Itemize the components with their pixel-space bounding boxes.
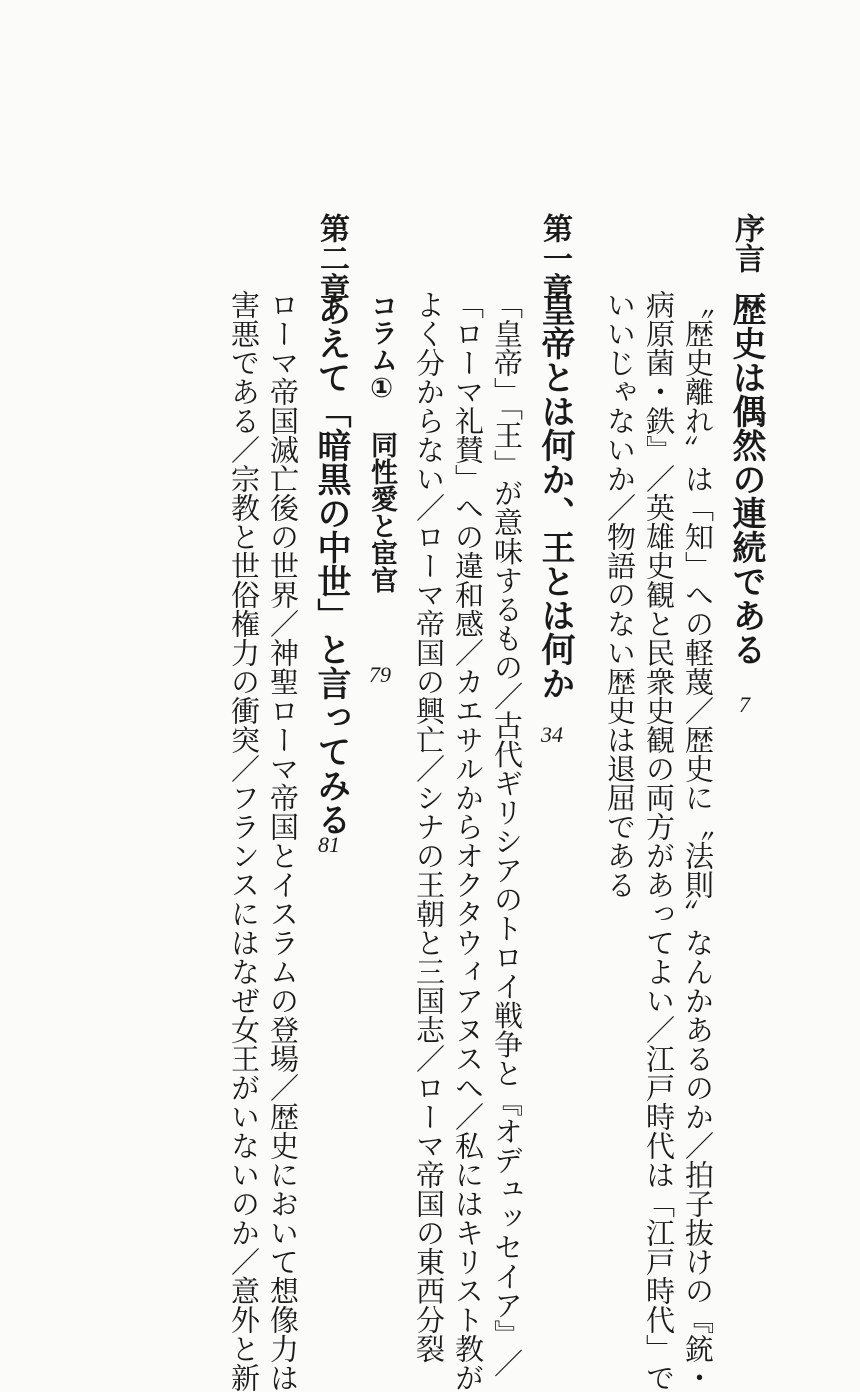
chapter2-page-number: 81 <box>318 832 340 857</box>
chapter1-label: 第一章 <box>537 213 572 303</box>
chapter1-summary-line-1: 「皇帝」「王」が意味するもの／古代ギリシアのトロイ戦争と『オデュッセイア』／ <box>490 290 524 1378</box>
chapter1-summary-line-2: 「ローマ礼賛」への違和感／カエサルからオクタウィアヌスへ／私にはキリスト教が <box>451 290 485 1392</box>
column1-title: コラム① 同性愛と宦官 <box>366 292 397 593</box>
chapter1-title: 皇帝とは何か、王とは何か <box>535 292 575 700</box>
chapter2-summary-line-2: 害悪である／宗教と世俗権力の衝突／フランスにはなぜ女王がいないのか／意外と新 <box>227 290 261 1392</box>
chapter1-summary-line-3: よく分からない／ローマ帝国の興亡／シナの王朝と三国志／ローマ帝国の東西分裂 <box>412 290 446 1363</box>
preface-summary-line-3: いいじゃないか／物語のない歴史は退屈である <box>603 290 637 899</box>
preface-page-number: 7 <box>739 692 750 717</box>
preface-summary-line-1: 〝歴史離れ〟は「知」への軽蔑／歴史に〝法則〟なんかあるのか／拍子抜けの『銃・ <box>681 290 715 1392</box>
chapter2-title: あえて「暗黒の中世」と言ってみる <box>311 292 351 836</box>
preface-summary-line-2: 病原菌・鉄』／英雄史観と民衆史観の両方があってよい／江戸時代は「江戸時代」で <box>642 290 676 1392</box>
column1-page-number: 79 <box>369 662 391 687</box>
chapter2-summary-line-1: ローマ帝国滅亡後の世界／神聖ローマ帝国とイスラムの登場／歴史において想像力は <box>266 290 300 1392</box>
preface-label: 序言 <box>729 213 764 273</box>
chapter1-page-number: 34 <box>541 722 563 747</box>
chapter2-label: 第二章 <box>314 213 349 303</box>
preface-title: 歴史は偶然の連続である <box>726 292 766 666</box>
